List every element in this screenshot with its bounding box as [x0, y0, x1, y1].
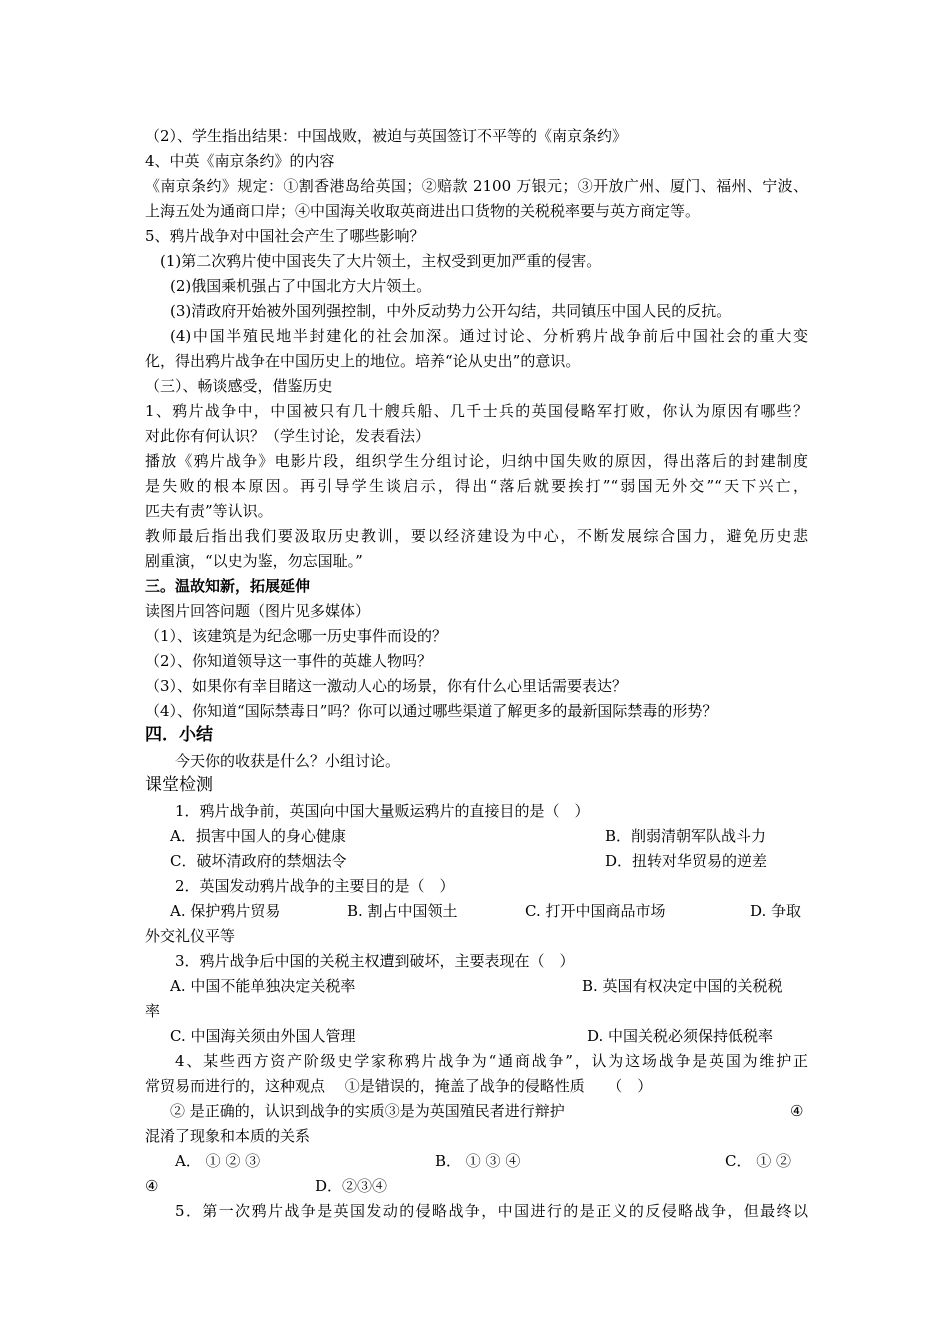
section-heading: 三。温故知新，拓展延伸 — [145, 577, 311, 595]
text-line: 是失败的根本原因。再引导学生谈启示，得出“落后就要挨打”“弱国无外交”“天下兴亡， — [145, 477, 808, 495]
quiz-option: A. 保护鸦片贸易 — [170, 902, 281, 920]
text-line: 常贸易而进行的，这种观点 ①是错误的，掩盖了战争的侵略性质 （ ） — [145, 1077, 653, 1095]
quiz-question: 3．鸦片战争后中国的关税主权遭到破坏，主要表现在（ ） — [175, 952, 575, 970]
quiz-option: C. 打开中国商品市场 — [525, 902, 666, 920]
quiz-option: A. 中国不能单独决定关税率 — [170, 977, 356, 995]
quiz-option: B． ① ③ ④ — [435, 1152, 521, 1170]
quiz-question: 1．鸦片战争前，英国向中国大量贩运鸦片的直接目的是（ ） — [175, 802, 590, 820]
quiz-option: A．损害中国人的身心健康 — [170, 827, 346, 845]
question-item: （2）、你知道领导这一事件的英雄人物吗？ — [145, 652, 433, 670]
list-item: (4)中国半殖民地半封建化的社会加深。通过讨论、分析鸦片战争前后中国社会的重大变 — [170, 327, 808, 345]
quiz-option: B．削弱清朝军队战斗力 — [605, 827, 767, 845]
quiz-option: D．②③④ — [315, 1177, 388, 1195]
text-line: 匹夫有责”等认识。 — [145, 502, 273, 520]
text-line: 《南京条约》规定：①割香港岛给英国；②赔款 2100 万银元；③开放广州、厦门、福州、宁波、 — [145, 177, 808, 195]
question-item: （3）、如果你有幸目睹这一激动人心的场景，你有什么心里话需要表达？ — [145, 677, 628, 695]
list-item: (1)第二次鸦片使中国丧失了大片领土，主权受到更加严重的侵害。 — [160, 252, 602, 270]
text-line: 剧重演，“以史为鉴，勿忘国耻。” — [145, 552, 363, 570]
text-line: 对此你有何认识？（学生讨论，发表看法） — [145, 427, 431, 445]
text-line: 教师最后指出我们要汲取历史教训，要以经济建设为中心，不断发展综合国力，避免历史悲 — [145, 527, 808, 545]
text-line: 今天你的收获是什么？小组讨论。 — [175, 752, 401, 770]
list-item: (3)清政府开始被外国列强控制，中外反动势力公开勾结，共同镇压中国人民的反抗。 — [170, 302, 732, 320]
text-line: ② 是正确的，认识到战争的实质③是为英国殖民者进行辩护 — [170, 1102, 565, 1120]
quiz-option: D. 中国关税必须保持低税率 — [587, 1027, 774, 1045]
text-line: ④ — [790, 1102, 804, 1120]
quiz-option: B. 英国有权决定中国的关税税 — [582, 977, 783, 995]
section-heading: （三）、畅谈感受，借鉴历史 — [145, 377, 333, 395]
quiz-option: C．破坏清政府的禁烟法令 — [170, 852, 347, 870]
quiz-option: D．扭转对华贸易的逆差 — [605, 852, 768, 870]
quiz-option: A． ① ② ③ — [175, 1152, 261, 1170]
list-item: (2)俄国乘机强占了中国北方大片领土。 — [170, 277, 432, 295]
quiz-option: B. 割占中国领土 — [347, 902, 458, 920]
text-line: （2）、学生指出结果：中国战败，被迫与英国签订不平等的《南京条约》 — [145, 127, 628, 145]
section-heading: 5、鸦片战争对中国社会产生了哪些影响？ — [145, 227, 425, 245]
text-line: 外交礼仪平等 — [145, 927, 236, 945]
quiz-question: 5．第一次鸦片战争是英国发动的侵略战争，中国进行的是正义的反侵略战争，但最终以 — [175, 1202, 808, 1220]
quiz-option: C. 中国海关须由外国人管理 — [170, 1027, 356, 1045]
section-heading: 四．小结 — [145, 725, 213, 745]
text-line: 上海五处为通商口岸；④中国海关收取英商进出口货物的关税税率要与英方商定等。 — [145, 202, 701, 220]
text-line: 率 — [145, 1002, 161, 1020]
text-line: 1、鸦片战争中，中国被只有几十艘兵船、几千士兵的英国侵略军打败，你认为原因有哪些？ — [145, 402, 808, 420]
quiz-question: 2．英国发动鸦片战争的主要目的是（ ） — [175, 877, 455, 895]
text-line: 化，得出鸦片战争在中国历史上的地位。培养“论从史出”的意识。 — [145, 352, 581, 370]
question-item: （1）、该建筑是为纪念哪一历史事件而设的？ — [145, 627, 448, 645]
text-line: 播放《鸦片战争》电影片段，组织学生分组讨论，归纳中国失败的原因，得出落后的封建制度 — [145, 452, 808, 470]
quiz-option: C． ① ② — [725, 1152, 792, 1170]
question-item: （4）、你知道“国际禁毒日”吗？你可以通过哪些渠道了解更多的最新国际禁毒的形势？ — [145, 702, 718, 720]
section-heading: 课堂检测 — [145, 775, 213, 795]
quiz-question: 4、某些西方资产阶级史学家称鸦片战争为“通商战争”，认为这场战争是英国为维护正 — [175, 1052, 808, 1070]
text-line: 混淆了现象和本质的关系 — [145, 1127, 311, 1145]
text-line: 读图片回答问题（图片见多媒体） — [145, 602, 371, 620]
quiz-option: D. 争取 — [750, 902, 802, 920]
text-line: ④ — [145, 1177, 159, 1195]
section-heading: 4、中英《南京条约》的内容 — [145, 152, 335, 170]
